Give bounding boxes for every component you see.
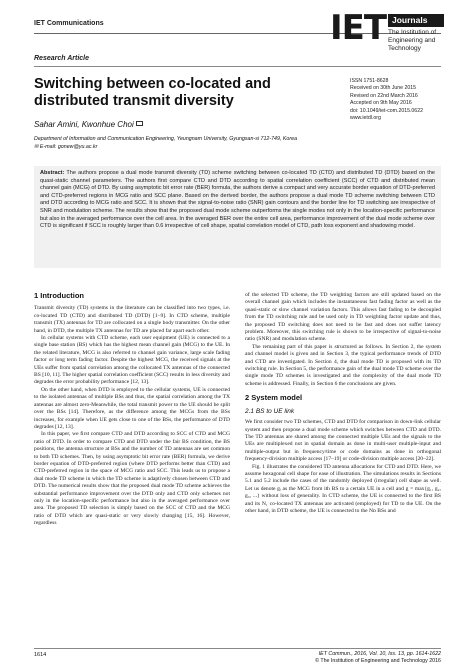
institution-line-2: Engineering and Technology: [388, 37, 436, 52]
system-paragraph-2: Fig. 1 illustrates the considered TD antenna allocations for CTD and DTD. Here, we assume hexagonal cell shape for ease of illustration. The simulations results in Sections 5.1 and 5.2 include the cases of the randomly deployed (irregular) cell shape as well. Let us denote gᵢ as the MCG from ith BS to a certain UE in a cell and g = max{g₁, g₂, g₃, ...} without loss of generality. In CTD scheme, the UE is connected to the first BS and its N₁ co-located TX antennas are activated (employed) for TD to the UE. On the other hand, in DTD scheme, the UE is connected to the Nᴅ BSs and: [245, 463, 441, 514]
website-link[interactable]: www.ietdl.org: [350, 115, 381, 122]
page-number: 1614: [34, 652, 47, 658]
intro-paragraph-2: In cellular systems with CTD scheme, each user equipment (UE) is connected to a single base station (BS) which has the highest mean channel gain (MCG) to the UE. In the related literature, MCG is also referred to channel gain variance, large scale fading factor or long term fading factor. Despite the highest MCG, the received signals at the UEs suffer from spatial correlation among the collocated TX antennas of the connected BS [10, 11]. The higher spatial correlation coefficient (SCC) results in less diversity and degrades the error probability performance [12, 13].: [34, 335, 230, 386]
article-type: Research Article: [34, 55, 89, 62]
received-date: Received on 30th June 2015: [350, 85, 417, 92]
doi-link[interactable]: doi: 10.1049/iet-com.2015.0622: [350, 107, 423, 114]
author-list: [34, 120, 143, 129]
abstract-text: The authors propose a dual mode transmit diversity (TD) scheme switching between co-located TD (CTD) and distributed TD (DTD) based on the quasi-static channel parameters. The authors first compare CTD and DTD according to spatial correlation coefficient (SCC) of CTD and distributed mean channel gain (MCG) of DTD. By using asymptotic bit error rate (BER) formula, the authors derive a compact and very accurate border equation of DTD-preferred and CTD-preferred regions in MCG ratio and SCC plane. Based on the derived border, the authors propose a dual mode TD scheme switching between CTD and DTD according to MCG ratio and SCC. It is shown that the signal-to-noise ratio (SNR) gain contours and the border line for TD switching are irrespective of SNR and modulation scheme. The results show that the proposed dual mode scheme outperforms the single modes not only in the location-specific performance but also in the averaged performance over the cell area. In the averaged BER over the entire cell area, performance improvement of the dual mode scheme over CTD is significant if SCC is roughly larger than 0.6 irrespective of cell shape, spatial correlation model of CTD, path loss exponent and shadowing model.: [40, 170, 435, 230]
paper-title: Switching between co-located and distributed transmit diversity: [34, 76, 271, 109]
iet-logo-letters: IET: [330, 8, 387, 48]
footer-rule: [34, 648, 441, 649]
right-column: [245, 292, 441, 515]
abstract-label: Abstract:: [40, 170, 65, 176]
article-metadata: [350, 78, 423, 122]
copyright-notice: © The Institution of Engineering and Technology 2016: [315, 658, 441, 664]
envelope-icon: [136, 121, 143, 126]
system-paragraph-1: We first consider two TD schemes, CTD and DTD for comparison in down-link cellular system and then propose a dual mode scheme which switches between CTD and DTD. The TD antennas are shared among the connected multiple UEs and the signals to the UEs are multiplexed not in spatial domain as done in multi-user multiple-input and multiple-output but in frequency/time or code domains as done in orthogonal frequency-division multiple access [17–19] or code-division multiple access [20–22].: [245, 419, 441, 463]
journals-label: Journals: [388, 14, 444, 27]
institution-name: [388, 29, 445, 53]
affiliation: Department of Information and Communication Engineering, Yeungnam University, Gyungsan-si 712-749, Korea: [34, 136, 298, 142]
revised-date: Revised on 22nd March 2016: [350, 92, 418, 99]
section-heading-introduction: 1 Introduction: [34, 291, 84, 300]
subsection-heading-bs-to-ue: 2.1 BS to UE link: [245, 407, 295, 415]
intro-paragraph-1: Transmit diversity (TD) systems in the literature can be classified into two types, i.e. co-located TD (CTD) and distributed TD (DTD) [1–9]. In CTD scheme, multiple transmit (TX) antennas for TD are collocated on a single body transmitter. On the other hand, in DTD, the multiple TX antennas for TD are placed far apart each other.: [34, 305, 230, 334]
institution-line-1: The Institution of: [388, 29, 437, 36]
iet-journals-logo: [330, 8, 445, 64]
accepted-date: Accepted on 9th May 2016: [350, 100, 412, 107]
author-email[interactable]: ✉ E-mail: gonew@yu.ac.kr: [34, 144, 98, 150]
intro-paragraph-3: On the other hand, when DTD is employed to the cellular systems, UE is connected to the isolated antennas of multiple BSs and thus, the spatial correlation among the TX antennas are almost zero-Meanwhile, the total transmit power to the UE should be split over the BSs [14]. Therefore, as the difference among the MCGs from the BSs increases, for example when UE gets close to one of the BSs, the performance of DTD degrades [12, 13].: [34, 386, 230, 430]
journal-name: IET Communications: [34, 20, 104, 27]
journal-citation: IET Commun., 2016, Vol. 10, Iss. 13, pp. 1614-1622: [318, 651, 441, 657]
left-column: [34, 292, 230, 528]
authors-text: Sahar Amini, Kwonhue Choi: [34, 120, 134, 129]
title-rule: [34, 66, 441, 67]
intro-paragraph-4: In this paper, we first compare CTD and DTD according to SCC of CTD and MCG ratio of DTD. In order to compare CTD and DTD under the fair BS condition, the BS positions, the antenna structure at BSs and the number of TD antennas are set common to both TD schemes. Then, by using asymptotic bit error rate (BER) formula, we derive border equation of DTD-preferred region (where DTD performs better than CTD) and CTD-preferred region in the space of MCG ratio and SCC. This leads us to propose a dual mode TD scheme in which the TD scheme is adaptively chosen between CTD and DTD. The numerical results show that the proposed dual mode TD scheme achieves the substantial performance improvement over the DTD only and CTD only schemes not only in the location-specific performance but also in the averaged performance over area. The proposed TD selection is simply based on the SCC of CTD and the MCG ratio of DTD which are quasi-static or very slowly changing [15, 16]. However, regardless: [34, 431, 230, 527]
right-paragraph-2: The remaining part of this paper is structured as follows. In Section 2, the system and channel model is given and in Section 3, the typical performance trends of DTD and CTD are investigated. In Section 4, the dual mode TD is proposed with its TD switching rule. In Section 5, the performance gain of the dual mode TD scheme over the single mode TD schemes is investigated and the complexity of the dual mode TD scheme is addressed. Finally, in Section 6 the conclusions are given.: [245, 343, 441, 387]
right-paragraph-1: of the selected TD scheme, the TD weighting factors are still updated based on the overall channel gain which includes the instantaneous fast fading factor as well as the quasi-static or slow channel variation factors. This allows fast fading to be decoupled from the TD switching rule and be used only in TD weighting factor update and thus, the proposed TD switching does not need to be fast and does not suffer latency problem. Moreover, this switching rule is shown to be irrespective of signal-to-noise ratio (SNR) and modulation scheme.: [245, 292, 441, 343]
abstract-box: [34, 166, 441, 268]
issn: ISSN 1751-8628: [350, 78, 389, 84]
section-heading-system-model: 2 System model: [245, 393, 303, 403]
